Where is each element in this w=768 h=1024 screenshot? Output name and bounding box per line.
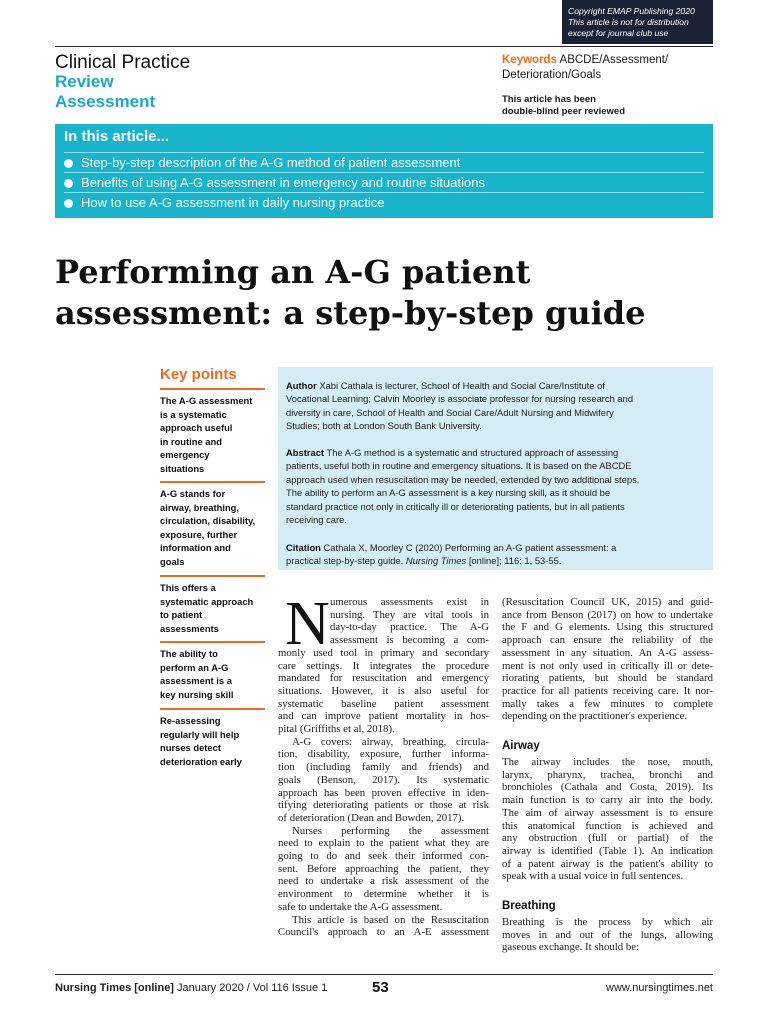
body-line: this anatomical function is achieved and [502,819,713,832]
body-text-left [278,647,489,939]
body-line: sent. Before approaching the patient, they [278,862,489,875]
key-point-line: information and [160,542,231,553]
peer-review-line: double-blind peer reviewed [502,106,625,117]
bullet-icon [64,199,73,208]
author-label: Author [286,380,317,391]
body-text-dropcap-lines [330,596,489,647]
key-point-line: deterioration early [160,755,242,767]
abstract-text: receiving care. [286,514,347,526]
body-line: day-to-day practice. The A-G [330,621,489,634]
key-points-divider [160,641,265,643]
body-line: need to undertake a risk assessment of the [278,875,489,888]
header-divider [55,46,713,47]
article-title [55,252,715,334]
key-point-line: circulation, disability, [160,515,256,526]
key-point [160,394,268,475]
key-point-line: approach useful [160,422,233,433]
breathing-heading: Breathing [502,900,556,912]
body-line: gaseous exchange. It should be: [502,941,640,954]
key-point-line: assessments [160,622,219,634]
peer-review-note [502,94,712,118]
body-line: safe to undertake the A-G assessment. [278,900,443,913]
key-point [160,581,268,635]
abstract-text: approach used when resuscitation may be needed, extended by two additional steps. [286,473,640,485]
body-line: riorating patients, but should be standard [502,672,713,685]
key-point [160,487,268,568]
copyright-notice [562,0,713,44]
citation-text: practical step-by-step guide. [286,555,406,567]
body-line: (Resuscitation Council UK, 2015) and guid- [502,596,713,608]
airway-heading: Airway [502,740,540,752]
page-number: 53 [372,979,389,996]
abstract-text: standard practice not only in critically ill or deteriorating patients, but in all patients [286,500,625,512]
key-point-line: systematic approach [160,595,254,607]
body-line: larynx, pharynx, trachea, bronchi and [502,768,713,781]
key-point-line: The ability to [160,648,218,659]
key-points-divider [160,575,265,577]
in-this-article-title: In this article... [64,128,170,145]
key-point-line: situations [160,462,205,474]
body-line: nursing. They are vital tools in [330,608,489,621]
abstract-text: The ability to perform an A-G assessment is a key nursing skill, as it should be [286,487,611,499]
key-points-heading: Key points [160,366,237,383]
body-line: airway is identified (Table 1). An indication [502,844,713,857]
in-this-article-item-text: How to use A-G assessment in daily nursing practice [81,195,385,210]
keywords [502,53,712,83]
abstract-text: patients, useful both in routine and emergency situations. It is based on the ABCDE [286,460,632,472]
body-line: Council's approach to an A-E assessment [278,926,489,939]
body-line: the F and G elements. Using this structured [502,621,713,634]
section-label: Clinical Practice [55,52,191,73]
body-line: bronchioles (Cathala and Costa, 2019). Its [502,781,713,794]
key-point-line: is a systematic [160,408,227,420]
body-text-right-intro [502,596,713,723]
body-line: need to explain to the patient what they are [278,837,489,850]
key-point-line: key nursing skill [160,688,234,700]
article-info-box [278,367,713,570]
in-this-article-item-text: Step-by-step description of the A-G method of patient assessment [81,155,461,170]
key-point-line: in routine and [160,435,222,447]
key-point-line: goals [160,555,185,567]
airway-text [502,756,713,883]
section-review-label: Review [55,72,114,91]
key-point-line: exposure, further [160,528,238,540]
key-point-line: Re-assessing [160,715,221,726]
body-line: and can improve patient mortality in hos- [278,710,489,723]
article-title-line: assessment: a step-by-step guide [55,294,646,332]
article-title-line: Performing an A-G patient [55,253,531,291]
body-line: assessment is becoming a com- [330,634,489,647]
body-line: monly used tool in primary and secondary [278,646,489,659]
copyright-line: except for journal club use [568,28,669,38]
body-line: A-G covers: airway, breathing, circula- [292,735,489,748]
body-line: tion (including family and friends) and [278,761,489,774]
body-line: speak with a usual voice in full sentences. [502,870,684,883]
citation-label: Citation [286,542,321,553]
body-line: The aim of airway assessment is to ensure [502,806,713,819]
body-line: practice for all patients receiving care. It nor- [502,684,713,697]
key-point-line: emergency [160,449,210,460]
bullet-icon [64,159,73,168]
body-line: any obstruction (full or partial) of the [502,832,713,845]
body-line: goals (Benson, 2017). Its systematic [278,773,489,786]
key-point-line: perform an A-G [160,661,229,673]
author-info [286,379,706,433]
key-point-line: assessment is a [160,675,232,686]
footer-journal-info [55,982,327,994]
breathing-text [502,916,713,954]
body-line: environment to determine whether it is [278,888,489,901]
keywords-line2: Deterioration/Goals [502,69,602,81]
body-line: pital (Griffiths et al, 2018). [278,723,395,736]
key-point-line: nurses detect [160,742,221,753]
author-text: diversity in care, School of Health and Social Care/Adult Nursing and Midwifery [286,406,614,418]
body-line: moves in and out of the lungs, allowing [502,928,713,941]
body-line: mally takes a few minutes to complete [502,697,713,710]
key-point-line: A-G stands for [160,488,226,499]
body-line: ment is not only used in critically ill or dete- [502,659,713,672]
body-line: depending on the practitioner's experience. [502,710,688,723]
body-line: ance from Benson (2017) on how to undertake [502,608,713,621]
body-line: mandated for resuscitation and emergency [278,672,489,685]
author-text: Xabi Cathala is lecturer, School of Health and Social Care/Institute of [316,380,605,391]
body-line: main function is to carry air into the body. [502,794,713,807]
in-this-article-box [55,124,713,218]
key-point [160,647,268,701]
drop-cap: N [285,590,330,658]
bullet-icon [64,179,73,188]
body-line: tifying deteriorating patients or those at risk [278,799,489,812]
body-line: going to do and seek their informed con- [278,850,489,863]
keywords-line1: ABCDE/Assessment/ [559,54,669,66]
footer-journal-name: Nursing Times [online] [55,982,174,994]
body-line: systematic baseline patient assessment [278,697,489,710]
body-line: of deterioration (Dean and Bowden, 2017). [278,811,465,824]
author-text: Vocational Learning; Calvin Moorley is associate professor for nursing research and [286,393,634,405]
body-line: Nurses performing the assessment [292,824,489,837]
body-line: approach can ensure the reliability of the [502,634,713,647]
footer-divider [55,974,713,975]
citation-text: Cathala X, Moorley C (2020) Performing an A-G patient assessment: a [320,542,617,553]
key-points-divider [160,708,265,710]
keywords-label: Keywords [502,54,557,66]
body-line: The airway includes the nose, mouth, [502,756,713,768]
body-line: situations. However, it is also useful for [278,684,489,697]
body-line: of a patent airway is the patient's ability to [502,857,713,870]
body-line: umerous assessments exist in [330,596,489,608]
section-assessment-label: Assessment [55,92,156,111]
body-line: care settings. It integrates the procedure [278,659,489,672]
key-points-divider [160,481,265,483]
body-line: approach has been proven effective in iden- [278,786,489,799]
key-point-line: to patient [160,609,203,620]
in-this-article-item-text: Benefits of using A-G assessment in emergency and routine situations [81,175,485,190]
footer-issue: January 2020 / Vol 116 Issue 1 [173,982,328,994]
key-point-line: regularly will help [160,728,240,740]
in-this-article-item [64,172,704,192]
citation-journal: Nursing Times [405,555,467,567]
key-point-line: The A-G assessment [160,395,253,406]
body-line: assessment in any situation. An A-G assess- [502,646,713,659]
body-line: tion, disability, exposure, further informa- [278,748,489,761]
citation-text: [online]; 116: 1, 53-55. [466,555,562,567]
copyright-line: Copyright EMAP Publishing 2020 [568,6,695,16]
footer-url[interactable]: www.nursingtimes.net [606,982,713,994]
key-point [160,714,268,768]
in-this-article-item [64,192,704,212]
copyright-line: This article is not for distribution [568,17,689,27]
citation [286,541,706,568]
key-point-line: This offers a [160,582,216,593]
abstract-text: The A-G method is a systematic and structured approach of assessing [324,447,619,458]
abstract [286,446,706,526]
abstract-label: Abstract [286,447,325,458]
in-this-article-item [64,152,704,172]
author-text: Studies; both at London South Bank University. [286,420,482,432]
key-point-line: airway, breathing, [160,501,240,513]
body-line: Breathing is the process by which air [502,916,713,928]
peer-review-line: This article has been [502,94,596,105]
key-points-divider [160,388,265,390]
body-line: This article is based on the Resuscitation [292,913,489,926]
